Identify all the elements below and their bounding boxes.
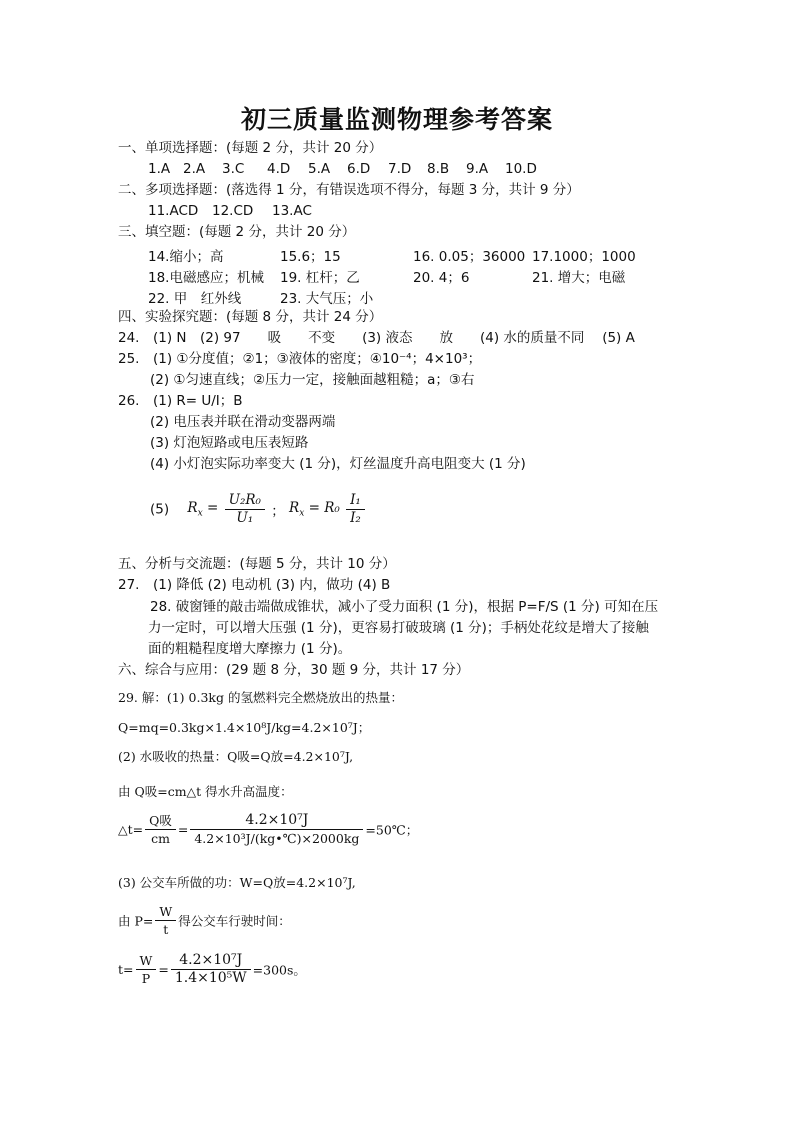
question-26-part4: (4) 小灯泡实际功率变大 (1 分)，灯丝温度升高电阻变大 (1 分) [150, 456, 526, 472]
answer-11: 11.ACD [148, 203, 199, 219]
question-29-power-formula: 由 P= $\frac{W}{t}$ 得公交车行驶时间： [118, 904, 291, 937]
answer-16: 16. 0.05；36000 [413, 249, 526, 265]
section6-heading: 六、综合与应用：(29 题 8 分，30 题 9 分，共计 17 分） [118, 662, 470, 678]
answer-5: 5.A [308, 161, 331, 177]
formula-label: (5) [150, 501, 170, 518]
section2-heading: 二、多项选择题：(落选得 1 分，有错误选项不得分，每题 3 分，共计 9 分） [118, 182, 580, 198]
section1-heading: 一、单项选择题：(每题 2 分，共计 20 分） [118, 140, 383, 156]
question-24: 24. (1) N (2) 97 吸 不变 (3) 液态 放 (4) 水的质量不同 (5) A [118, 330, 635, 346]
question-29-time-formula: t= $\frac{W}{P}$ = $\frac{\text{4.2×10⁷J}}{\text{1.4×10⁵W}}$ =300s。 [118, 952, 306, 986]
answer-7: 7.D [388, 161, 412, 177]
question-26-part3: (3) 灯泡短路或电压表短路 [150, 435, 309, 451]
fraction-w-over-p: $\frac{W}{P}$ [136, 952, 157, 987]
question-26-formula: (5) $R_x$ = $\frac{\text{U₂R₀}}{\text{U₁}}$ ； $R_x = R_0$ $\frac{\text{I₁}}{\text{I₂}}$ [150, 492, 367, 527]
question-27: 27. (1) 降低 (2) 电动机 (3) 内，做功 (4) B [118, 577, 391, 593]
question-29-intro: 29. 解：(1) 0.3kg 的氢燃料完全燃烧放出的热量： [118, 690, 403, 705]
answer-13: 13.AC [272, 203, 312, 219]
rx-symbol-2: R [289, 500, 300, 517]
answer-23: 23. 大气压；小 [280, 291, 374, 307]
page-title: 初三质量监测物理参考答案 [240, 105, 553, 134]
answer-15: 15.6；15 [280, 249, 341, 265]
answer-19: 19. 杠杆；乙 [280, 270, 360, 286]
question-25-part2: (2) ①匀速直线；②压力一定，接触面越粗糙；a；③右 [150, 372, 475, 388]
answer-1: 1.A [148, 161, 171, 177]
question-28-line3: 面的粗糙程度增大摩擦力 (1 分)。 [148, 641, 352, 657]
answer-20: 20. 4；6 [413, 270, 470, 286]
rx-symbol: R [187, 500, 198, 517]
question-25-part1: 25. (1) ①分度值；②1；③液体的密度；④10⁻⁴；4×10³； [118, 351, 482, 367]
fraction-temperature: $\frac{\text{4.2×10⁷J}}{\text{4.2×10³J/(kg•℃)×2000kg}}$ [190, 812, 363, 847]
question-26-part1: 26. (1) R= U/I；B [118, 393, 243, 409]
question-29-temp-rise-text: 由 Q吸=cm△t 得水升高温度： [118, 784, 293, 799]
answer-9: 9.A [466, 161, 489, 177]
answer-6: 6.D [347, 161, 371, 177]
fraction-w-over-t: $\frac{W}{t}$ [155, 903, 176, 938]
answer-8: 8.B [427, 161, 450, 177]
answer-21: 21. 增大；电磁 [532, 270, 626, 286]
question-29-work: (3) 公交车所做的功：W=Q放=4.2×10⁷J, [118, 875, 356, 890]
question-26-part2: (2) 电压表并联在滑动变器两端 [150, 414, 336, 430]
answer-3: 3.C [222, 161, 245, 177]
answer-4: 4.D [267, 161, 291, 177]
question-29-heat-absorbed: (2) 水吸收的热量：Q吸=Q放=4.2×10⁷J, [118, 749, 354, 764]
question-29-temp-formula: △t= $\frac{\text{Q吸}}{cm}$ = $\frac{\text{4.2×10⁷J}}{\text{4.2×10³J/(kg•℃)×2000kg}}$ =50℃； [118, 812, 419, 846]
answer-14: 14.缩小；高 [148, 249, 224, 265]
answer-22: 22. 甲 红外线 [148, 291, 242, 307]
question-28-line2: 力一定时，可以增大压强 (1 分)，更容易打破玻璃 (1 分)；手柄处花纹是增大了接触 [148, 620, 649, 636]
section3-heading: 三、填空题：(每题 2 分，共计 20 分） [118, 224, 356, 240]
answer-10: 10.D [505, 161, 537, 177]
answer-17: 17.1000；1000 [532, 249, 636, 265]
question-28-line1: 28. 破窗锤的敲击端做成锥状，减小了受力面积 (1 分)，根据 P=F/S (1 分) 可知在压 [150, 599, 659, 615]
section4-heading: 四、实验探究题：(每题 8 分，共计 24 分） [118, 309, 383, 325]
section5-heading: 五、分析与交流题：(每题 5 分，共计 10 分） [118, 556, 396, 572]
rx-subscript-2: x [299, 508, 305, 519]
formula-fraction-1: $\frac{\text{U₂R₀}}{\text{U₁}}$ [225, 492, 265, 527]
fraction-time-values: $\frac{\text{4.2×10⁷J}}{\text{1.4×10⁵W}}$ [171, 952, 251, 987]
answer-2: 2.A [183, 161, 206, 177]
formula-separator: ； [271, 503, 285, 520]
r0-symbol: R₀ [324, 500, 340, 517]
rx-subscript: x [197, 508, 203, 519]
question-29-heat-released: Q=mq=0.3kg×1.4×10⁸J/kg=4.2×10⁷J； [118, 720, 371, 735]
fraction-q-over-cm: $\frac{\text{Q吸}}{cm}$ [145, 812, 176, 847]
answer-12: 12.CD [212, 203, 254, 219]
answer-18: 18.电磁感应；机械 [148, 270, 264, 286]
formula-fraction-2: $\frac{\text{I₁}}{\text{I₂}}$ [346, 492, 365, 527]
